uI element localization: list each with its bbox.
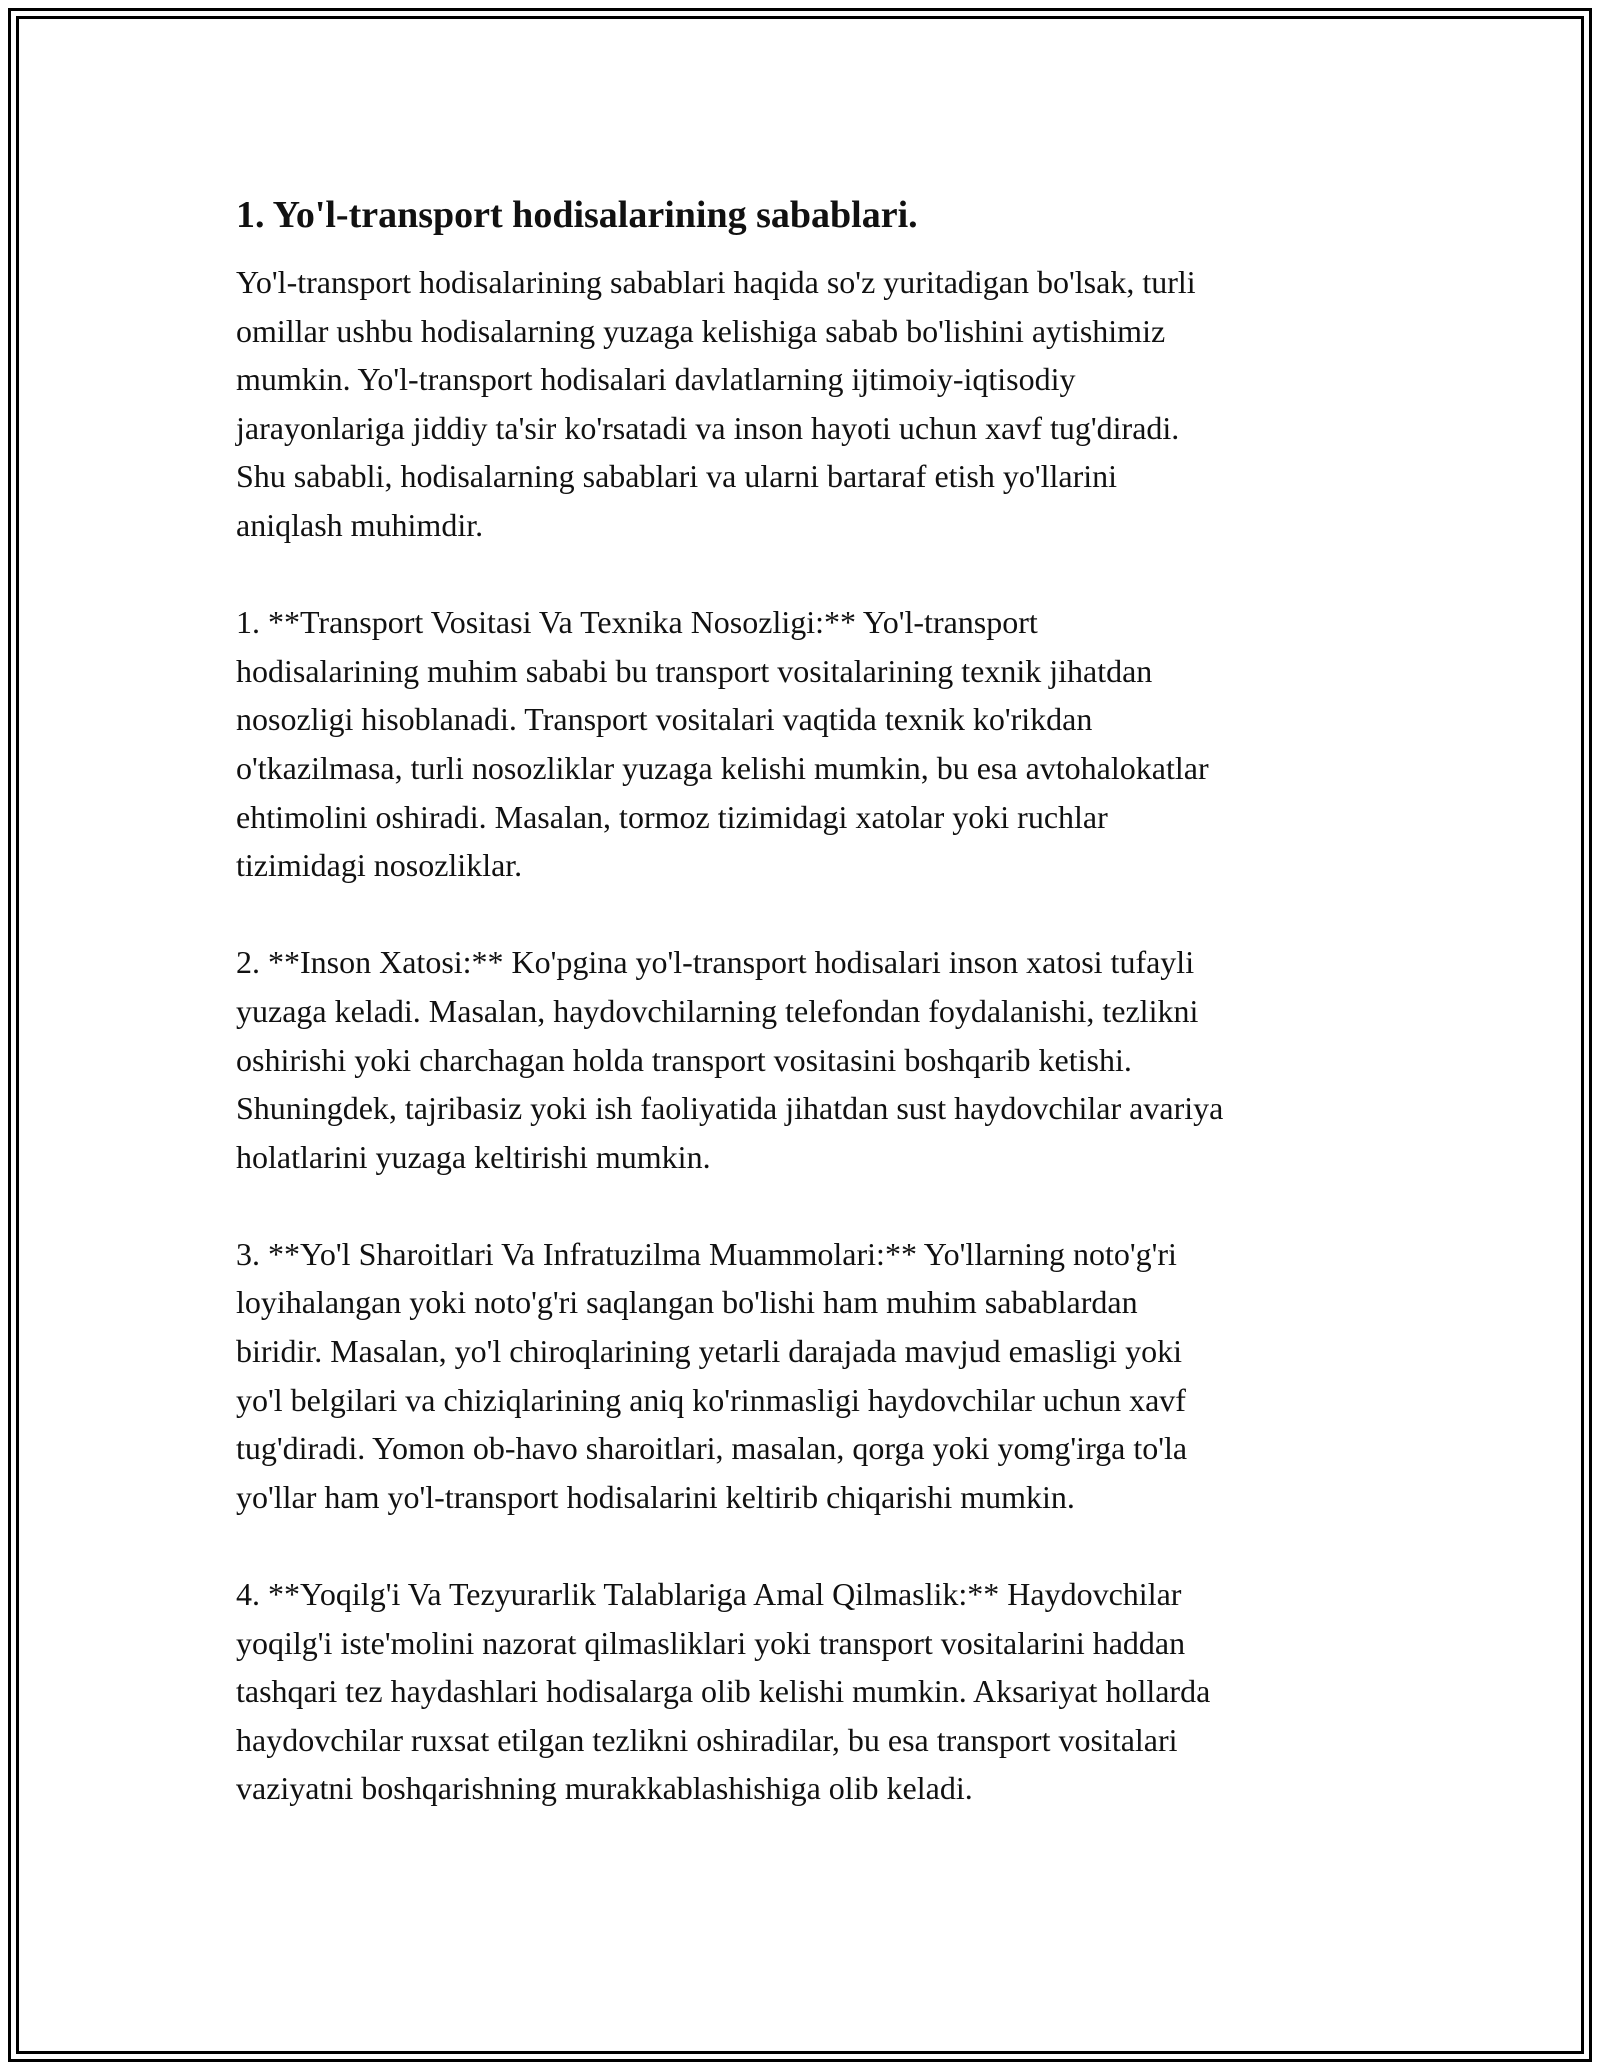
- intro-paragraph: Yo'l-transport hodisalarining sabablari haqida so'z yuritadigan bo'lsak, turli omillar ushbu hodisalarning yuzaga kelishiga sabab bo'lishini aytishimiz mumkin. Yo'l-transport hodisalari davlatlarning ijtimoiy-iqtisodiy jarayonlariga jiddiy ta'sir ko'rsatadi va inson hayoti uchun xavf tug'diradi. Shu sababli, hodisalarning sabablari va ularni bartaraf etish yo'llarini aniqlash muhimdir.: [236, 264, 1196, 543]
- cause-paragraph-2: 2. **Inson Xatosi:** Ko'pgina yo'l-transport hodisalari inson xatosi tufayli yuzaga keladi. Masalan, haydovchilarning telefondan foydalanishi, tezlikni oshirishi yoki charchagan holda transport vositasini boshqarib ketishi. Shuningdek, tajribasiz yoki ish faoliyatida jihatdan sust haydovchilar avariya holatlarini yuzaga keltirishi mumkin.: [236, 944, 1224, 1175]
- spacer: [236, 250, 1386, 258]
- cause-paragraph-3: 3. **Yo'l Sharoitlari Va Infratuzilma Muammolari:** Yo'llarning noto'g'ri loyihalangan yoki noto'g'ri saqlangan bo'lishi ham muhim sabablardan biridir. Masalan, yo'l chiroqlarining yetarli darajada mavjud emasligi yoki yo'l belgilari va chiziqlarining aniq ko'rinmasligi haydovchilar uchun xavf tug'diradi. Yomon ob-havo sharoitlari, masalan, qorga yoki yomg'irga to'la yo'llar ham yo'l-transport hodisalarini keltirib chiqarishi mumkin.: [236, 1235, 1188, 1515]
- spacer: [236, 890, 1386, 939]
- spacer: [236, 550, 1386, 599]
- cause-paragraph-1: 1. **Transport Vositasi Va Texnika Nosozligi:** Yo'l-transport hodisalarining muhim sababi bu transport vositalarining texnik jihatdan nosozligi hisoblanadi. Transport vositalari vaqtida texnik ko'rikdan o'tkazilmasa, turli nosozliklar yuzaga kelishi mumkin, bu esa avtohalokatlar ehtimolini oshiradi. Masalan, tormoz tizimidagi xatolar yoki ruchlar tizimidagi nosozliklar.: [236, 604, 1209, 884]
- spacer: [236, 1181, 1386, 1230]
- section-title: 1. Yo'l-transport hodisalarining sabablari.: [236, 194, 918, 236]
- document-body: [236, 180, 1386, 1813]
- spacer: [236, 1521, 1386, 1570]
- cause-paragraph-4: 4. **Yoqilg'i Va Tezyurarlik Talablariga Amal Qilmaslik:** Haydovchilar yoqilg'i iste'molini nazorat qilmasliklari yoki transport vositalarini haddan tashqari tez haydashlari hodisalarga olib kelishi mumkin. Aksariyat hollarda haydovchilar ruxsat etilgan tezlikni oshiradilar, bu esa transport vositalari vaziyatni boshqarishning murakkablashishiga olib keladi.: [236, 1576, 1211, 1807]
